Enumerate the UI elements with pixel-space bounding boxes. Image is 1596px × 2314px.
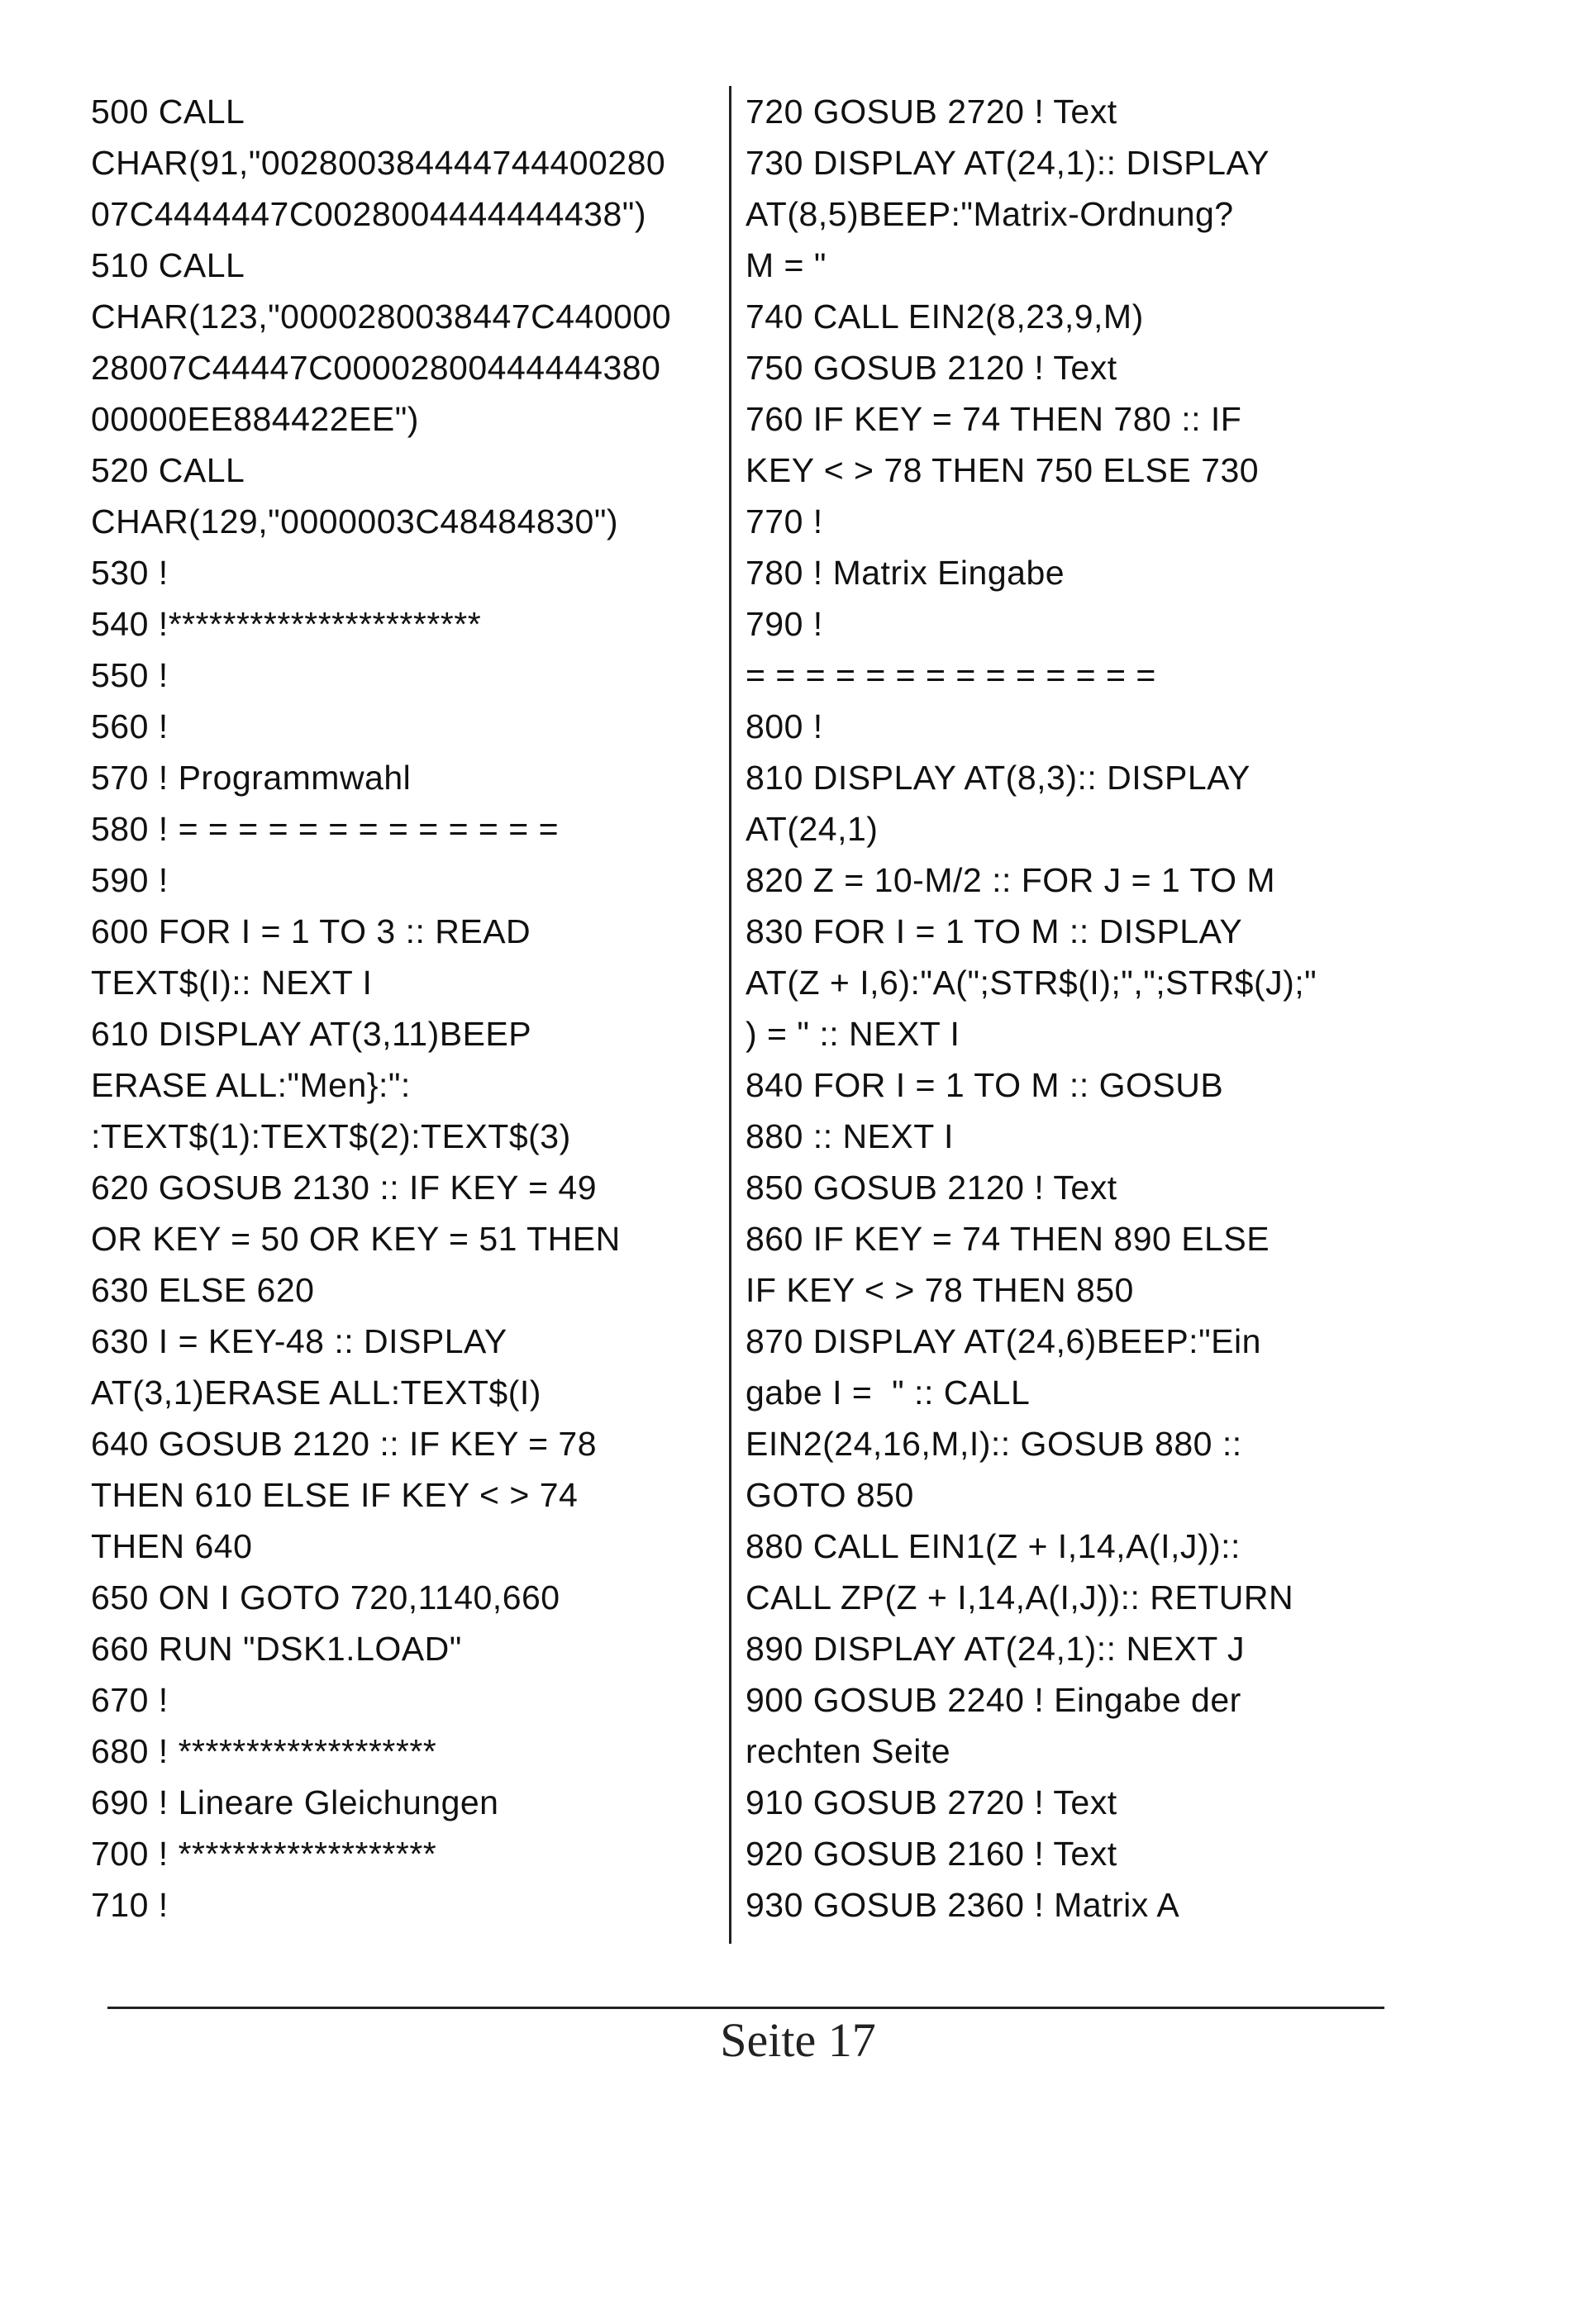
right-code-line: 840 FOR I = 1 TO M :: GOSUB	[746, 1066, 1224, 1104]
left-code-line: THEN 610 ELSE IF KEY < > 74	[91, 1476, 579, 1514]
right-code-line: AT(8,5)BEEP:"Matrix-Ordnung?	[746, 195, 1234, 233]
left-code-line: 570 ! Programmwahl	[91, 759, 412, 797]
left-code-line: OR KEY = 50 OR KEY = 51 THEN	[91, 1220, 621, 1258]
left-code-line: CHAR(91,"002800384444744400280	[91, 144, 666, 182]
left-code-line: 610 DISPLAY AT(3,11)BEEP	[91, 1015, 532, 1053]
right-code-line: 870 DISPLAY AT(24,6)BEEP:"Ein	[746, 1322, 1261, 1360]
right-code-line: 930 GOSUB 2360 ! Matrix A	[746, 1886, 1180, 1924]
right-code-column	[746, 86, 1572, 1931]
left-code-line: 630 I = KEY-48 :: DISPLAY	[91, 1322, 507, 1360]
right-code-line: AT(Z + I,6):"A(";STR$(I);",";STR$(J);"	[746, 964, 1317, 1002]
right-code-line: 790 !	[746, 605, 823, 643]
right-code-line: 850 GOSUB 2120 ! Text	[746, 1169, 1117, 1207]
page-number: Seite 17	[720, 2013, 876, 2067]
left-code-line: THEN 640	[91, 1527, 253, 1565]
right-code-line: 820 Z = 10-M/2 :: FOR J = 1 TO M	[746, 861, 1276, 899]
left-code-line: :TEXT$(1):TEXT$(2):TEXT$(3)	[91, 1117, 571, 1155]
left-code-line: 500 CALL	[91, 93, 245, 131]
right-code-line: GOTO 850	[746, 1476, 914, 1514]
left-code-line: 550 !	[91, 656, 169, 694]
right-code-line: 730 DISPLAY AT(24,1):: DISPLAY	[746, 144, 1270, 182]
right-code-line: 880 :: NEXT I	[746, 1117, 954, 1155]
left-code-line: TEXT$(I):: NEXT I	[91, 964, 373, 1002]
right-code-line: AT(24,1)	[746, 810, 879, 848]
left-code-line: 650 ON I GOTO 720,1140,660	[91, 1578, 560, 1616]
left-code-line: 690 ! Lineare Gleichungen	[91, 1783, 499, 1821]
right-code-line: 800 !	[746, 707, 823, 745]
right-code-line: M = "	[746, 246, 827, 284]
right-code-line: gabe I = " :: CALL	[746, 1374, 1031, 1412]
right-code-line: rechten Seite	[746, 1732, 951, 1770]
right-code-line: 920 GOSUB 2160 ! Text	[746, 1835, 1117, 1873]
left-code-line: ERASE ALL:"Men}:":	[91, 1066, 411, 1104]
left-code-line: 710 !	[91, 1886, 169, 1924]
right-code-line: IF KEY < > 78 THEN 850	[746, 1271, 1134, 1309]
left-code-line: 540 !***********************	[91, 605, 482, 643]
left-code-line: 670 !	[91, 1681, 169, 1719]
left-code-line: CHAR(129,"0000003C48484830")	[91, 502, 619, 540]
left-code-line: 680 ! *******************	[91, 1732, 437, 1770]
right-code-line: 880 CALL EIN1(Z + I,14,A(I,J))::	[746, 1527, 1241, 1565]
left-code-line: 600 FOR I = 1 TO 3 :: READ	[91, 912, 531, 950]
left-code-line: 28007C44447C00002800444444380	[91, 349, 661, 387]
right-code-line: 770 !	[746, 502, 823, 540]
right-code-line: 910 GOSUB 2720 ! Text	[746, 1783, 1117, 1821]
right-code-line: 860 IF KEY = 74 THEN 890 ELSE	[746, 1220, 1270, 1258]
left-code-line: CHAR(123,"0000280038447C440000	[91, 298, 672, 336]
left-code-line: 00000EE884422EE")	[91, 400, 419, 438]
right-code-line: 890 DISPLAY AT(24,1):: NEXT J	[746, 1630, 1245, 1668]
column-divider	[729, 86, 731, 1944]
right-code-line: 830 FOR I = 1 TO M :: DISPLAY	[746, 912, 1243, 950]
left-code-line: 590 !	[91, 861, 169, 899]
left-code-line: 560 !	[91, 707, 169, 745]
footer-rule	[107, 2007, 1384, 2009]
right-code-line: 760 IF KEY = 74 THEN 780 :: IF	[746, 400, 1242, 438]
left-code-line: 07C4444447C0028004444444438")	[91, 195, 646, 233]
left-code-line: 580 ! = = = = = = = = = = = = =	[91, 810, 560, 848]
left-code-line: 700 ! *******************	[91, 1835, 437, 1873]
right-code-line: 720 GOSUB 2720 ! Text	[746, 93, 1117, 131]
right-code-line: ) = " :: NEXT I	[746, 1015, 960, 1053]
left-code-line: 510 CALL	[91, 246, 245, 284]
right-code-line: KEY < > 78 THEN 750 ELSE 730	[746, 451, 1260, 489]
left-code-line: AT(3,1)ERASE ALL:TEXT$(I)	[91, 1374, 541, 1412]
right-code-line: = = = = = = = = = = = = = =	[746, 656, 1156, 694]
right-code-line: 780 ! Matrix Eingabe	[746, 554, 1065, 592]
left-code-line: 640 GOSUB 2120 :: IF KEY = 78	[91, 1425, 598, 1463]
left-code-column	[91, 86, 727, 1931]
left-code-line: 620 GOSUB 2130 :: IF KEY = 49	[91, 1169, 598, 1207]
right-code-line: 750 GOSUB 2120 ! Text	[746, 349, 1117, 387]
left-code-line: 520 CALL	[91, 451, 245, 489]
right-code-line: 900 GOSUB 2240 ! Eingabe der	[746, 1681, 1241, 1719]
left-code-line: 660 RUN "DSK1.LOAD"	[91, 1630, 462, 1668]
left-code-line: 630 ELSE 620	[91, 1271, 315, 1309]
right-code-line: EIN2(24,16,M,I):: GOSUB 880 ::	[746, 1425, 1242, 1463]
right-code-line: 810 DISPLAY AT(8,3):: DISPLAY	[746, 759, 1251, 797]
right-code-line: 740 CALL EIN2(8,23,9,M)	[746, 298, 1144, 336]
left-code-line: 530 !	[91, 554, 169, 592]
right-code-line: CALL ZP(Z + I,14,A(I,J)):: RETURN	[746, 1578, 1294, 1616]
